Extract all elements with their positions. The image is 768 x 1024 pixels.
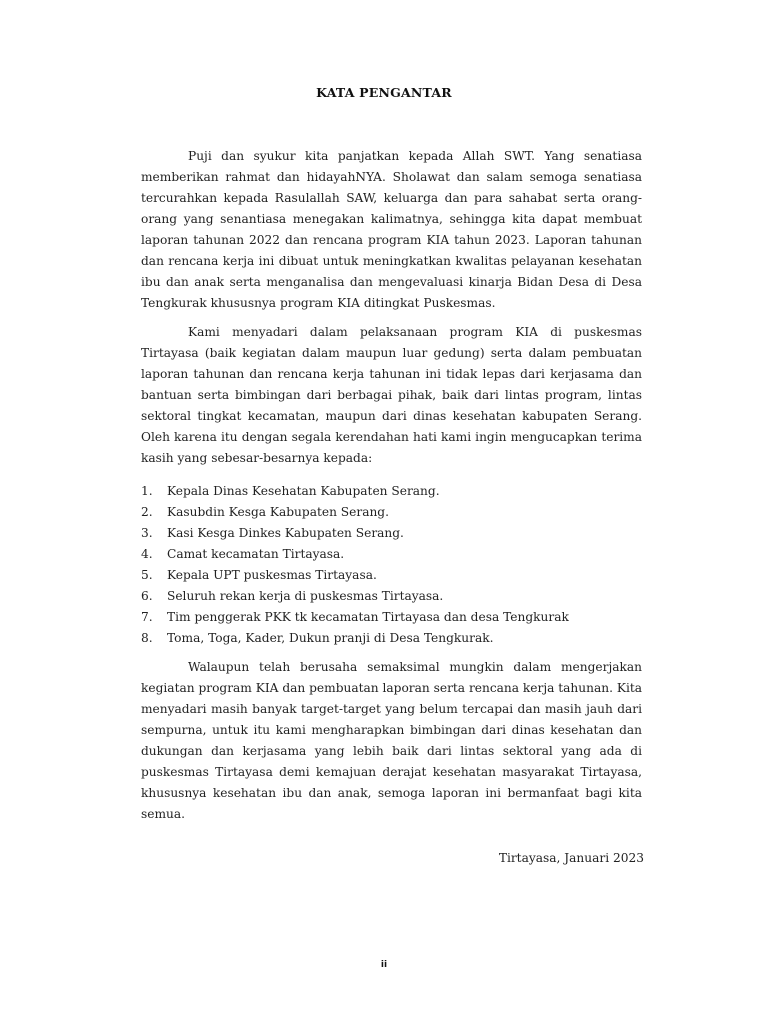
list-item [141,586,642,607]
list-item [141,565,642,586]
list-item [141,607,642,628]
list-item-text: Kepala UPT puskesmas Tirtayasa. [167,568,377,582]
list-item-text: Kasi Kesga Dinkes Kabupaten Serang. [167,526,404,540]
list-item-text: Seluruh rekan kerja di puskesmas Tirtayasa. [167,589,444,603]
list-item [141,481,642,502]
paragraph-text: Walaupun telah berusaha semaksimal mungkin dalam mengerjakan kegiatan program KIA dan pembuatan laporan serta rencana kerja tahunan. Kita menyadari masih banyak target-target yang belum tercapai dan masih jauh dari sempurna, untuk itu kami mengharapkan bimbingan dari dinas kesehatan dan dukungan dan kerjasama yang lebih baik dari lintas sektoral yang ada di puskesmas Tirtayasa demi kemajuan derajat kesehatan masyarakat Tirtayasa, khususnya kesehatan ibu dan anak, semoga laporan ini bermanfaat bagi kita semua. [141,660,643,821]
paragraph-text: Kami menyadari dalam pelaksanaan program KIA di puskesmas Tirtayasa (baik kegiatan dalam maupun luar gedung) serta dalam pembuatan laporan tahunan dan rencana kerja tahunan ini tidak lepas dari kerjasama dan bantuan serta bimbingan dari berbagai pihak, baik dari lintas program, lintas sektoral tingkat kecamatan, maupun dari dinas kesehatan kabupaten Serang. Oleh karena itu dengan segala kerendahan hati kami ingin mengucapkan terima kasih yang sebesar-besarnya kepada: [141,325,642,465]
list-item [141,628,642,649]
paragraph-text: Puji dan syukur kita panjatkan kepada Allah SWT. Yang senatiasa memberikan rahmat dan hidayahNYA. Sholawat dan salam semoga senatiasa tercurahkan kepada Rasulallah SAW, keluarga dan para sahabat serta orang-orang yang senantiasa menegakan kalimatnya, sehingga kita dapat membuat laporan tahunan 2022 dan rencana program KIA tahun 2023. Laporan tahunan dan rencana kerja ini dibuat untuk meningkatkan kwalitas pelayanan kesehatan ibu dan anak serta menganalisa dan mengevaluasi kinarja Bidan Desa di Desa Tengkurak khususnya program KIA ditingkat Puskesmas. [141,149,642,310]
list-item-number: 8. [141,631,153,645]
list-item-number: 3. [141,526,153,540]
page-title: KATA PENGANTAR [316,85,452,100]
list-item-number: 5. [141,568,153,582]
thanks-list [141,481,642,649]
list-item-number: 7. [141,610,153,624]
list-item [141,502,642,523]
paragraph-intro [141,146,642,314]
list-item-text: Camat kecamatan Tirtayasa. [167,547,345,561]
paragraph-closing [141,657,642,825]
list-item-number: 1. [141,484,153,498]
list-item-text: Tim penggerak PKK tk kecamatan Tirtayasa dan desa Tengkurak [167,610,569,624]
list-item-number: 4. [141,547,153,561]
place-date-signature-line: Tirtayasa, Januari 2023 [498,851,644,865]
list-item [141,544,642,565]
list-item-number: 2. [141,505,153,519]
list-item-text: Toma, Toga, Kader, Dukun pranji di Desa Tengkurak. [167,631,494,645]
list-item [141,523,642,544]
page-number: ii [380,960,388,970]
list-item-text: Kasubdin Kesga Kabupaten Serang. [167,505,389,519]
paragraph-acknowledgement [141,322,642,469]
list-item-text: Kepala Dinas Kesehatan Kabupaten Serang. [167,484,440,498]
list-item-number: 6. [141,589,153,603]
